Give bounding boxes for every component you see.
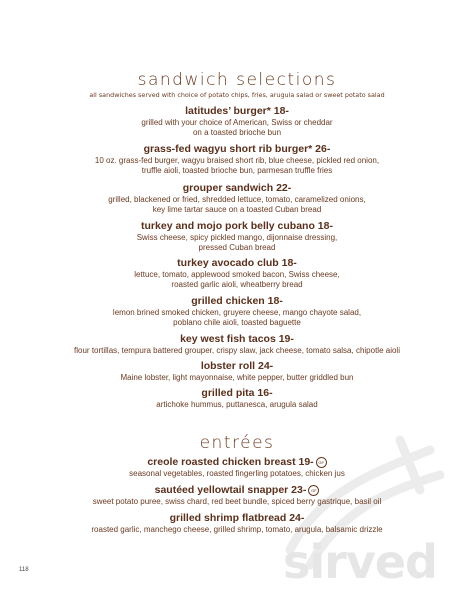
item-name: grilled pita 16- [201, 387, 273, 399]
sandwich-section-subtitle: all sandwiches served with choice of potato chips, fries, arugula salad or sweet potato salad [89, 91, 385, 99]
page-number: 118 [19, 567, 29, 573]
item-name: grilled chicken 18- [191, 295, 283, 307]
item-name: key west fish tacos 19- [180, 333, 294, 345]
item-name: turkey avocado club 18- [177, 257, 297, 269]
item-desc: pressed Cuban bread [198, 243, 276, 252]
item-name: grilled shrimp flatbread 24- [169, 512, 305, 524]
item-desc: Maine lobster, light mayonnaise, white pepper, butter griddled bun [120, 373, 354, 382]
item-name [0, 484, 474, 497]
menu-item [0, 456, 474, 479]
item-name-text: sautéed yellowtail snapper 23- [154, 484, 307, 496]
menu-item [0, 512, 474, 535]
item-desc: seasonal vegetables, roasted fingerling potatoes, chicken jus [129, 469, 345, 478]
item-name: lobster roll 24- [200, 360, 274, 372]
item-desc: key lime tartar sauce on a toasted Cuban bread [152, 205, 322, 214]
item-desc: Swiss cheese, spicy pickled mango, dijonnaise dressing, [136, 233, 338, 242]
item-desc: grilled, blackened or fried, shredded lettuce, tomato, caramelized onions, [108, 195, 366, 204]
item-desc: artichoke hummus, puttanesca, arugula salad [156, 400, 318, 409]
menu-item [0, 484, 474, 507]
entrees-section-title: entrées [199, 433, 275, 453]
menu-item [0, 143, 474, 176]
item-desc: roasted garlic, manchego cheese, grilled shrimp, tomato, arugula, balsamic drizzle [91, 525, 383, 534]
menu-item [0, 295, 474, 328]
item-desc: flour tortillas, tempura battered grouper, crispy slaw, jack cheese, tomato salsa, chipotle aioli [74, 346, 400, 355]
gluten-free-icon: GF [316, 457, 327, 468]
item-name [0, 456, 474, 469]
menu-item [0, 257, 474, 290]
item-desc: truffle aioli, toasted brioche bun, parmesan truffle fries [141, 166, 333, 175]
item-name: turkey and mojo pork belly cubano 18- [141, 220, 333, 232]
item-desc: poblano chile aioli, toasted baguette [173, 318, 301, 327]
item-name: grass-fed wagyu short rib burger* 26- [143, 143, 331, 155]
item-desc: sweet potato puree, swiss chard, red beet bundle, spiced berry gastrique, basil oil [92, 497, 382, 506]
menu-item [0, 387, 474, 410]
item-desc: on a toasted brioche bun [192, 128, 282, 137]
item-name-text: creole roasted chicken breast 19- [147, 456, 314, 468]
item-desc: lemon brined smoked chicken, gruyere cheese, mango chayote salad, [112, 308, 362, 317]
menu-item [0, 105, 474, 138]
item-desc: lettuce, tomato, applewood smoked bacon, Swiss cheese, [134, 270, 340, 279]
item-desc: grilled with your choice of American, Swiss or cheddar [141, 118, 333, 127]
gluten-free-icon: GF [308, 485, 319, 496]
menu-item [0, 333, 474, 356]
menu-item [0, 220, 474, 253]
item-desc: 10 oz. grass-fed burger, wagyu braised short rib, blue cheese, pickled red onion, [94, 156, 380, 165]
item-desc: roasted garlic aioli, wheatberry bread [171, 280, 303, 289]
menu-item [0, 360, 474, 383]
item-name: grouper sandwich 22- [182, 182, 292, 194]
watermark-text: sirved [283, 535, 437, 589]
sandwich-section-title: sandwich selections [137, 70, 337, 90]
menu-item [0, 182, 474, 215]
item-name: latitudes’ burger* 18- [185, 105, 289, 117]
